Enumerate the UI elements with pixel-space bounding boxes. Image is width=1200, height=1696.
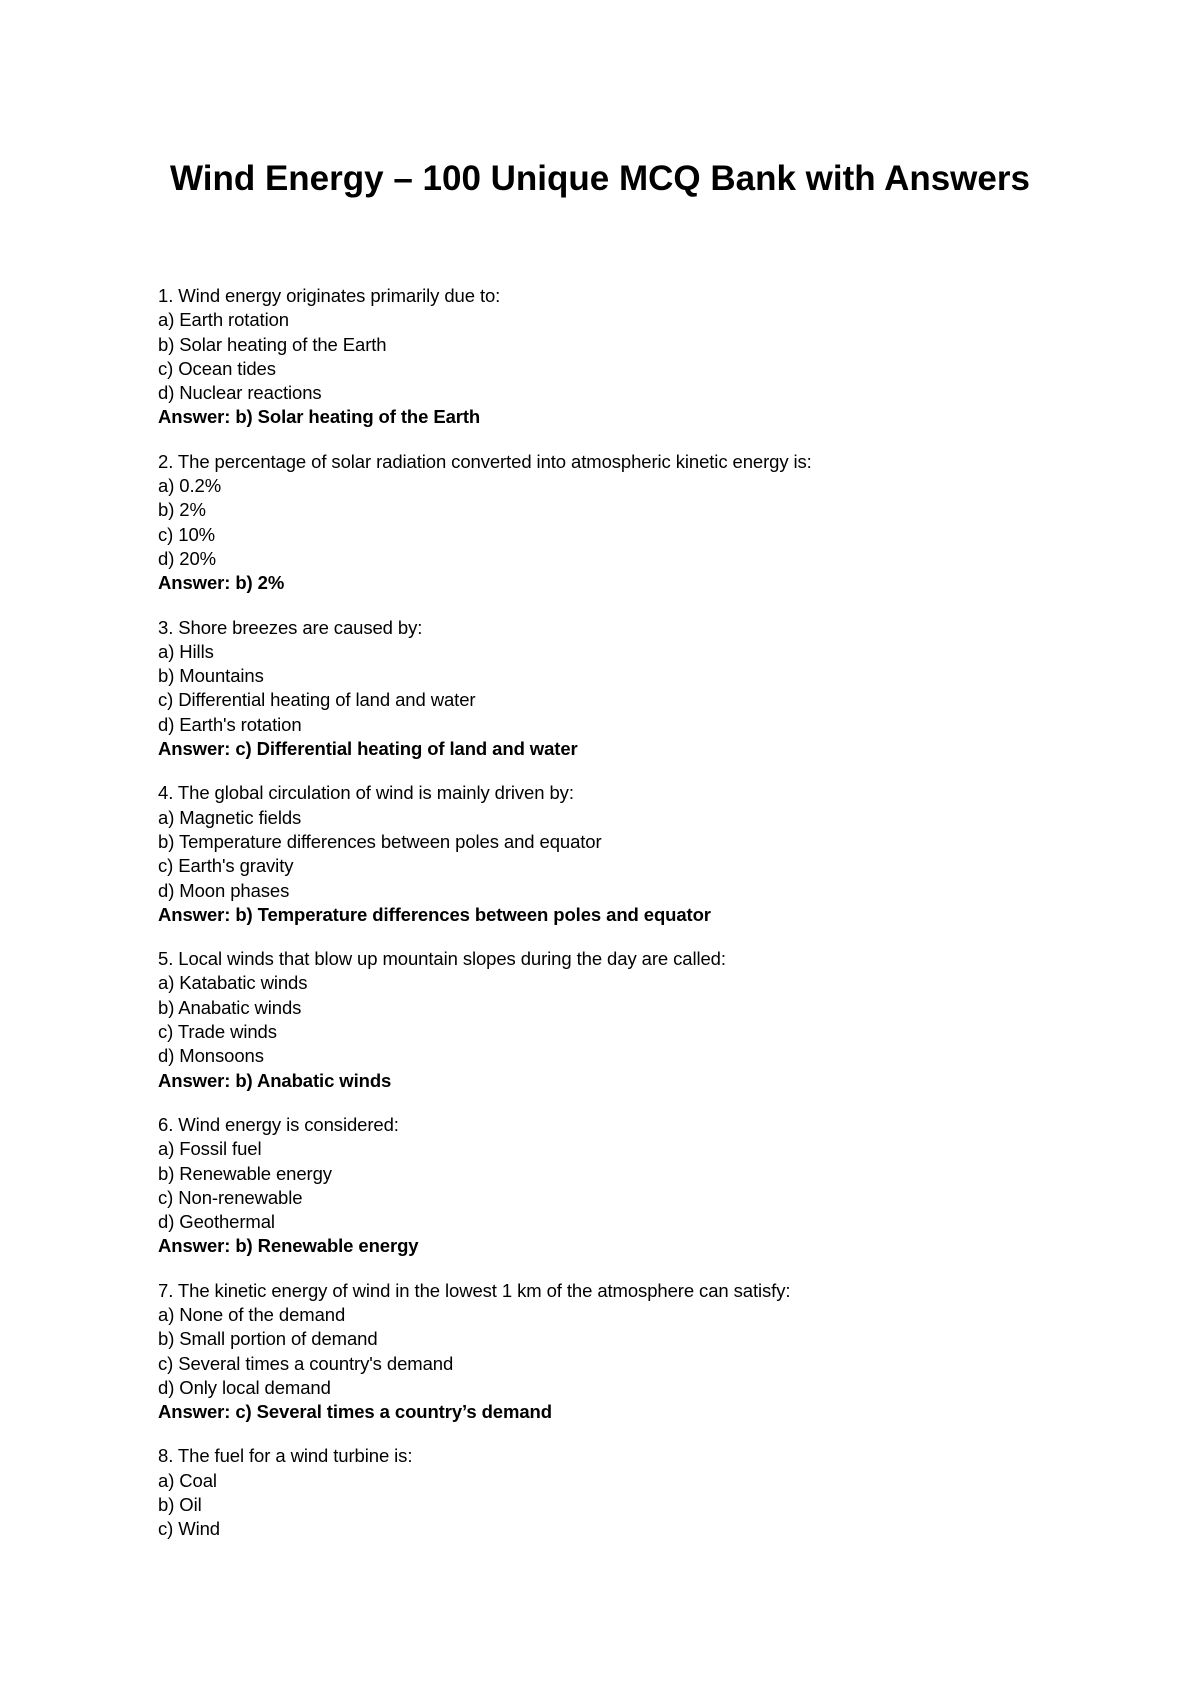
document-title: Wind Energy – 100 Unique MCQ Bank with Answers — [170, 159, 1030, 198]
question-stem: 2. The percentage of solar radiation converted into atmospheric kinetic energy is: — [158, 450, 812, 472]
question-list — [158, 284, 1058, 1562]
answer-line: Answer: c) Several times a country’s demand — [158, 1401, 552, 1423]
option-c: c) Wind — [158, 1518, 220, 1540]
question-7 — [158, 1279, 1058, 1425]
question-stem: 6. Wind energy is considered: — [158, 1113, 399, 1135]
question-stem: 1. Wind energy originates primarily due to: — [158, 285, 501, 306]
answer-line: Answer: b) Renewable energy — [158, 1235, 419, 1257]
option-c: c) Non-renewable — [158, 1186, 303, 1208]
option-b: b) Temperature differences between poles and equator — [158, 830, 602, 852]
answer-line: Answer: c) Differential heating of land and water — [158, 738, 578, 760]
question-stem: 5. Local winds that blow up mountain slopes during the day are called: — [158, 948, 726, 970]
option-c: c) Differential heating of land and water — [158, 689, 476, 711]
question-6 — [158, 1113, 1058, 1259]
option-c: c) Earth's gravity — [158, 855, 294, 877]
option-a: a) Katabatic winds — [158, 972, 308, 994]
option-b: b) Renewable energy — [158, 1162, 332, 1184]
option-c: c) 10% — [158, 523, 215, 545]
option-a: a) Fossil fuel — [158, 1138, 262, 1160]
question-8 — [158, 1444, 1058, 1541]
question-1 — [158, 284, 1058, 430]
option-c: c) Ocean tides — [158, 357, 276, 379]
question-stem: 4. The global circulation of wind is mainly driven by: — [158, 782, 574, 804]
question-5 — [158, 947, 1058, 1093]
question-4 — [158, 781, 1058, 927]
question-3 — [158, 616, 1058, 762]
option-d: d) Monsoons — [158, 1045, 264, 1067]
option-a: a) Earth rotation — [158, 309, 289, 331]
option-b: b) Solar heating of the Earth — [158, 333, 387, 355]
option-d: d) Nuclear reactions — [158, 382, 322, 404]
question-stem: 7. The kinetic energy of wind in the lowest 1 km of the atmosphere can satisfy: — [158, 1279, 791, 1301]
option-a: a) None of the demand — [158, 1303, 346, 1325]
answer-line: Answer: b) Temperature differences between poles and equator — [158, 903, 711, 925]
option-d: d) Earth's rotation — [158, 713, 302, 735]
option-b: b) 2% — [158, 499, 206, 521]
question-2 — [158, 450, 1058, 596]
option-b: b) Mountains — [158, 665, 264, 687]
option-c: c) Several times a country's demand — [158, 1352, 454, 1374]
question-stem: 8. The fuel for a wind turbine is: — [158, 1445, 413, 1467]
option-a: a) Coal — [158, 1469, 217, 1491]
answer-line: Answer: b) Anabatic winds — [158, 1069, 392, 1091]
question-stem: 3. Shore breezes are caused by: — [158, 616, 423, 638]
option-b: b) Small portion of demand — [158, 1328, 378, 1350]
option-d: d) 20% — [158, 547, 217, 569]
answer-line: Answer: b) Solar heating of the Earth — [158, 406, 481, 428]
option-a: a) Magnetic fields — [158, 806, 302, 828]
option-a: a) Hills — [158, 640, 214, 662]
option-a: a) 0.2% — [158, 475, 222, 497]
option-b: b) Oil — [158, 1494, 202, 1516]
answer-line: Answer: b) 2% — [158, 572, 285, 594]
option-c: c) Trade winds — [158, 1021, 277, 1043]
option-b: b) Anabatic winds — [158, 996, 302, 1018]
option-d: d) Only local demand — [158, 1376, 331, 1398]
option-d: d) Geothermal — [158, 1211, 275, 1233]
option-d: d) Moon phases — [158, 879, 290, 901]
